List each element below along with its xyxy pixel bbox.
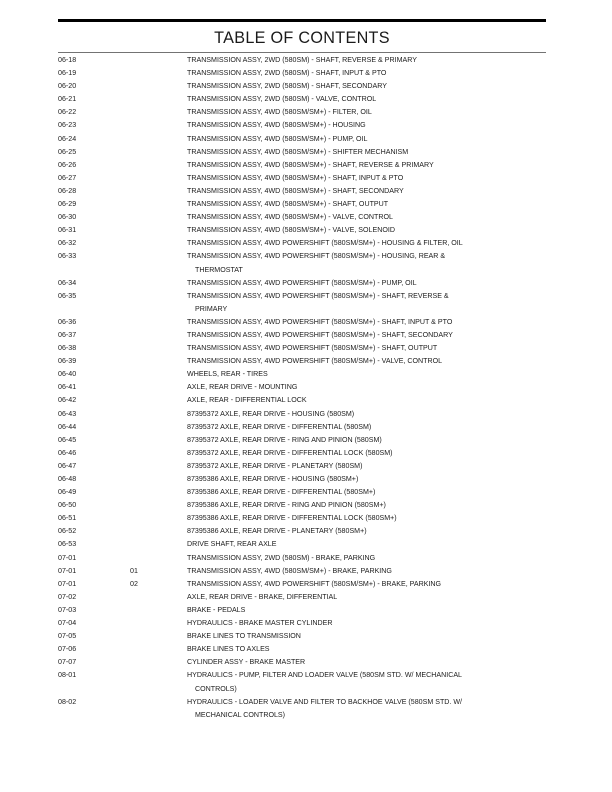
description-line: 87395372 AXLE, REAR DRIVE - RING AND PINION (580SM) xyxy=(187,435,382,444)
table-row[interactable] xyxy=(0,525,612,538)
section-code: 06-29 xyxy=(58,200,77,209)
description-line: TRANSMISSION ASSY, 4WD (580SM/SM+) - PUMP, OIL xyxy=(187,134,368,143)
section-description xyxy=(187,656,560,669)
description-line: TRANSMISSION ASSY, 4WD POWERSHIFT (580SM/SM+) - PUMP, OIL xyxy=(187,278,417,287)
section-description xyxy=(187,329,560,342)
section-code: 06-22 xyxy=(58,108,77,117)
section-description xyxy=(187,106,560,119)
table-row[interactable] xyxy=(0,486,612,499)
section-description xyxy=(187,277,560,290)
description-line: TRANSMISSION ASSY, 2WD (580SM) - SHAFT, SECONDARY xyxy=(187,82,387,91)
description-continuation-line: CONTROLS) xyxy=(195,684,237,693)
section-subnumber: 01 xyxy=(130,566,138,575)
table-row[interactable] xyxy=(0,368,612,381)
section-description xyxy=(187,93,560,106)
section-code: 06-38 xyxy=(58,344,77,353)
description-line: 87395386 AXLE, REAR DRIVE - HOUSING (580SM+) xyxy=(187,475,359,483)
table-row[interactable] xyxy=(0,80,612,93)
table-row[interactable] xyxy=(0,290,612,316)
section-code: 06-49 xyxy=(58,488,77,497)
description-line: TRANSMISSION ASSY, 2WD (580SM) - BRAKE, PARKING xyxy=(187,553,376,562)
section-description xyxy=(187,617,560,630)
section-description xyxy=(187,394,560,407)
section-description xyxy=(187,342,560,355)
description-line: 87395386 AXLE, REAR DRIVE - DIFFERENTIAL (580SM+) xyxy=(187,488,376,497)
section-code: 07-01 xyxy=(58,566,77,575)
section-description xyxy=(187,552,560,565)
section-description xyxy=(187,146,560,159)
table-row[interactable] xyxy=(0,159,612,172)
section-code: 06-45 xyxy=(58,435,77,444)
section-description xyxy=(187,630,560,643)
description-line: 87395372 AXLE, REAR DRIVE - DIFFERENTIAL LOCK (580SM) xyxy=(187,448,393,457)
description-line: CYLINDER ASSY - BRAKE MASTER xyxy=(187,658,306,667)
section-code: 06-42 xyxy=(58,396,77,405)
table-row[interactable] xyxy=(0,172,612,185)
table-row[interactable] xyxy=(0,460,612,473)
table-row[interactable] xyxy=(0,185,612,198)
section-description xyxy=(187,237,560,250)
section-description xyxy=(187,355,560,368)
description-line: TRANSMISSION ASSY, 2WD (580SM) - VALVE, CONTROL xyxy=(187,95,377,104)
description-line: TRANSMISSION ASSY, 4WD (580SM/SM+) - SHAFT, INPUT & PTO xyxy=(187,173,404,182)
section-code: 06-40 xyxy=(58,370,77,379)
section-subnumber: 02 xyxy=(130,579,138,588)
section-code: 06-46 xyxy=(58,448,77,457)
section-description xyxy=(187,460,560,473)
table-row[interactable] xyxy=(0,381,612,394)
description-line: TRANSMISSION ASSY, 4WD (580SM/SM+) - HOUSING xyxy=(187,121,366,130)
description-line: TRANSMISSION ASSY, 4WD (580SM/SM+) - SHAFT, OUTPUT xyxy=(187,200,389,209)
section-code: 07-07 xyxy=(58,658,77,667)
table-row[interactable] xyxy=(0,538,612,551)
table-row[interactable] xyxy=(0,394,612,407)
section-description xyxy=(187,250,560,276)
section-code: 06-51 xyxy=(58,514,77,523)
description-line: TRANSMISSION ASSY, 4WD (580SM/SM+) - BRAKE, PARKING xyxy=(187,566,392,575)
section-description xyxy=(187,54,560,67)
description-line: TRANSMISSION ASSY, 4WD (580SM/SM+) - VALVE, CONTROL xyxy=(187,213,393,222)
table-row[interactable] xyxy=(0,499,612,512)
description-line: HYDRAULICS - BRAKE MASTER CYLINDER xyxy=(187,619,333,628)
description-line: BRAKE LINES TO TRANSMISSION xyxy=(187,632,301,641)
section-description xyxy=(187,368,560,381)
section-code: 06-25 xyxy=(58,147,77,156)
section-description xyxy=(187,696,560,722)
description-line: 87395386 AXLE, REAR DRIVE - RING AND PINION (580SM+) xyxy=(187,501,386,510)
section-code: 06-18 xyxy=(58,56,77,64)
description-line: TRANSMISSION ASSY, 2WD (580SM) - SHAFT, INPUT & PTO xyxy=(187,69,387,78)
section-description xyxy=(187,159,560,172)
section-description xyxy=(187,604,560,617)
description-line: 87395372 AXLE, REAR DRIVE - DIFFERENTIAL (580SM) xyxy=(187,422,372,431)
table-row[interactable] xyxy=(0,591,612,604)
description-line: TRANSMISSION ASSY, 4WD POWERSHIFT (580SM/SM+) - HOUSING & FILTER, OIL xyxy=(187,239,463,248)
table-row[interactable] xyxy=(0,578,612,591)
table-of-contents-list xyxy=(0,54,612,722)
table-row[interactable] xyxy=(0,421,612,434)
description-line: TRANSMISSION ASSY, 4WD POWERSHIFT (580SM/SM+) - SHAFT, REVERSE & xyxy=(187,291,449,300)
section-description xyxy=(187,198,560,211)
section-code: 06-52 xyxy=(58,527,77,536)
table-row[interactable] xyxy=(0,656,612,669)
table-row[interactable] xyxy=(0,434,612,447)
section-description xyxy=(187,67,560,80)
table-row[interactable] xyxy=(0,617,612,630)
description-line: TRANSMISSION ASSY, 4WD POWERSHIFT (580SM/SM+) - SHAFT, INPUT & PTO xyxy=(187,317,453,326)
section-description xyxy=(187,525,560,538)
section-code: 06-53 xyxy=(58,540,77,549)
section-description xyxy=(187,224,560,237)
section-description xyxy=(187,669,560,695)
section-code: 06-32 xyxy=(58,239,77,248)
table-row[interactable] xyxy=(0,512,612,525)
section-code: 06-36 xyxy=(58,317,77,326)
section-description xyxy=(187,185,560,198)
table-row[interactable] xyxy=(0,552,612,565)
description-line: TRANSMISSION ASSY, 4WD POWERSHIFT (580SM/SM+) - SHAFT, OUTPUT xyxy=(187,344,438,353)
description-line: AXLE, REAR - DIFFERENTIAL LOCK xyxy=(187,396,307,405)
section-code: 07-01 xyxy=(58,553,77,562)
section-code: 07-06 xyxy=(58,645,77,654)
table-row[interactable] xyxy=(0,316,612,329)
section-description xyxy=(187,290,560,316)
section-code: 07-02 xyxy=(58,592,77,601)
table-row[interactable] xyxy=(0,224,612,237)
section-description xyxy=(187,447,560,460)
section-description xyxy=(187,408,560,421)
description-line: TRANSMISSION ASSY, 4WD (580SM/SM+) - SHAFT, REVERSE & PRIMARY xyxy=(187,160,434,169)
section-code: 06-47 xyxy=(58,461,77,470)
table-row[interactable] xyxy=(0,342,612,355)
section-description xyxy=(187,565,560,578)
section-code: 06-31 xyxy=(58,226,77,235)
description-line: 87395386 AXLE, REAR DRIVE - DIFFERENTIAL LOCK (580SM+) xyxy=(187,514,397,523)
section-description xyxy=(187,643,560,656)
section-description xyxy=(187,381,560,394)
section-description xyxy=(187,578,560,591)
header-top-rule xyxy=(58,19,546,22)
section-code: 08-02 xyxy=(58,697,77,706)
section-code: 06-23 xyxy=(58,121,77,130)
section-code: 06-50 xyxy=(58,501,77,510)
section-code: 06-27 xyxy=(58,173,77,182)
description-line: 87395372 AXLE, REAR DRIVE - HOUSING (580SM) xyxy=(187,409,355,418)
section-code: 06-20 xyxy=(58,82,77,91)
description-line: TRANSMISSION ASSY, 4WD POWERSHIFT (580SM/SM+) - HOUSING, REAR & xyxy=(187,252,446,261)
page-header xyxy=(58,19,546,53)
description-line: TRANSMISSION ASSY, 4WD (580SM/SM+) - FILTER, OIL xyxy=(187,108,372,117)
description-line: BRAKE LINES TO AXLES xyxy=(187,645,270,654)
description-line: TRANSMISSION ASSY, 4WD (580SM/SM+) - VALVE, SOLENOID xyxy=(187,226,395,235)
table-row[interactable] xyxy=(0,408,612,421)
section-description xyxy=(187,473,560,486)
table-row[interactable] xyxy=(0,237,612,250)
description-line: TRANSMISSION ASSY, 4WD POWERSHIFT (580SM/SM+) - SHAFT, SECONDARY xyxy=(187,330,453,339)
table-row[interactable] xyxy=(0,54,612,67)
description-line: BRAKE - PEDALS xyxy=(187,605,246,614)
table-row[interactable] xyxy=(0,146,612,159)
table-row[interactable] xyxy=(0,565,612,578)
table-row[interactable] xyxy=(0,67,612,80)
description-line: TRANSMISSION ASSY, 4WD (580SM/SM+) - SHAFT, SECONDARY xyxy=(187,186,404,195)
section-description xyxy=(187,80,560,93)
table-row[interactable] xyxy=(0,93,612,106)
description-line: WHEELS, REAR - TIRES xyxy=(187,370,268,379)
table-row[interactable] xyxy=(0,604,612,617)
section-code: 08-01 xyxy=(58,671,77,680)
table-row[interactable] xyxy=(0,473,612,486)
table-row[interactable] xyxy=(0,106,612,119)
section-code: 06-26 xyxy=(58,160,77,169)
section-description xyxy=(187,421,560,434)
section-code: 06-43 xyxy=(58,409,77,418)
description-continuation-line: PRIMARY xyxy=(195,304,228,313)
section-code: 06-30 xyxy=(58,213,77,222)
description-line: TRANSMISSION ASSY, 2WD (580SM) - SHAFT, REVERSE & PRIMARY xyxy=(187,56,417,64)
section-description xyxy=(187,486,560,499)
description-line: 87395386 AXLE, REAR DRIVE - PLANETARY (580SM+) xyxy=(187,527,367,536)
page-title: TABLE OF CONTENTS xyxy=(214,29,390,47)
section-description xyxy=(187,512,560,525)
table-row[interactable] xyxy=(0,198,612,211)
table-row[interactable] xyxy=(0,696,612,722)
section-code: 06-21 xyxy=(58,95,77,104)
table-row[interactable] xyxy=(0,250,612,276)
section-description xyxy=(187,172,560,185)
description-line: DRIVE SHAFT, REAR AXLE xyxy=(187,540,277,549)
section-description xyxy=(187,591,560,604)
section-code: 06-33 xyxy=(58,252,77,261)
table-row[interactable] xyxy=(0,119,612,132)
description-continuation-line: MECHANICAL CONTROLS) xyxy=(195,710,285,719)
description-line: AXLE, REAR DRIVE - MOUNTING xyxy=(187,383,298,392)
section-description xyxy=(187,119,560,132)
section-code: 06-41 xyxy=(58,383,77,392)
section-code: 07-01 xyxy=(58,579,77,588)
section-code: 06-39 xyxy=(58,357,77,366)
table-row[interactable] xyxy=(0,277,612,290)
table-row[interactable] xyxy=(0,669,612,695)
description-line: TRANSMISSION ASSY, 4WD (580SM/SM+) - SHIFTER MECHANISM xyxy=(187,147,409,156)
description-line: TRANSMISSION ASSY, 4WD POWERSHIFT (580SM/SM+) - VALVE, CONTROL xyxy=(187,357,443,366)
section-code: 07-03 xyxy=(58,605,77,614)
section-description xyxy=(187,133,560,146)
section-code: 06-19 xyxy=(58,69,77,78)
section-code: 06-44 xyxy=(58,422,77,431)
section-code: 06-37 xyxy=(58,330,77,339)
description-line: AXLE, REAR DRIVE - BRAKE, DIFFERENTIAL xyxy=(187,592,338,601)
description-line: 87395372 AXLE, REAR DRIVE - PLANETARY (580SM) xyxy=(187,461,363,470)
section-description xyxy=(187,538,560,551)
description-continuation-line: THERMOSTAT xyxy=(195,265,243,274)
section-code: 06-34 xyxy=(58,278,77,287)
section-code: 06-35 xyxy=(58,291,77,300)
section-code: 06-48 xyxy=(58,475,77,483)
section-code: 07-04 xyxy=(58,619,77,628)
table-row[interactable] xyxy=(0,355,612,368)
section-code: 06-28 xyxy=(58,186,77,195)
description-line: HYDRAULICS - LOADER VALVE AND FILTER TO BACKHOE VALVE (580SM STD. W/ xyxy=(187,697,463,706)
table-row[interactable] xyxy=(0,211,612,224)
section-code: 07-05 xyxy=(58,632,77,641)
table-row[interactable] xyxy=(0,329,612,342)
description-line: TRANSMISSION ASSY, 4WD POWERSHIFT (580SM/SM+) - BRAKE, PARKING xyxy=(187,579,442,588)
section-code: 06-24 xyxy=(58,134,77,143)
section-description xyxy=(187,499,560,512)
table-row[interactable] xyxy=(0,447,612,460)
table-row[interactable] xyxy=(0,133,612,146)
table-row[interactable] xyxy=(0,643,612,656)
section-description xyxy=(187,211,560,224)
description-line: HYDRAULICS - PUMP, FILTER AND LOADER VALVE (580SM STD. W/ MECHANICAL xyxy=(187,671,463,680)
table-row[interactable] xyxy=(0,630,612,643)
section-description xyxy=(187,316,560,329)
section-description xyxy=(187,434,560,447)
